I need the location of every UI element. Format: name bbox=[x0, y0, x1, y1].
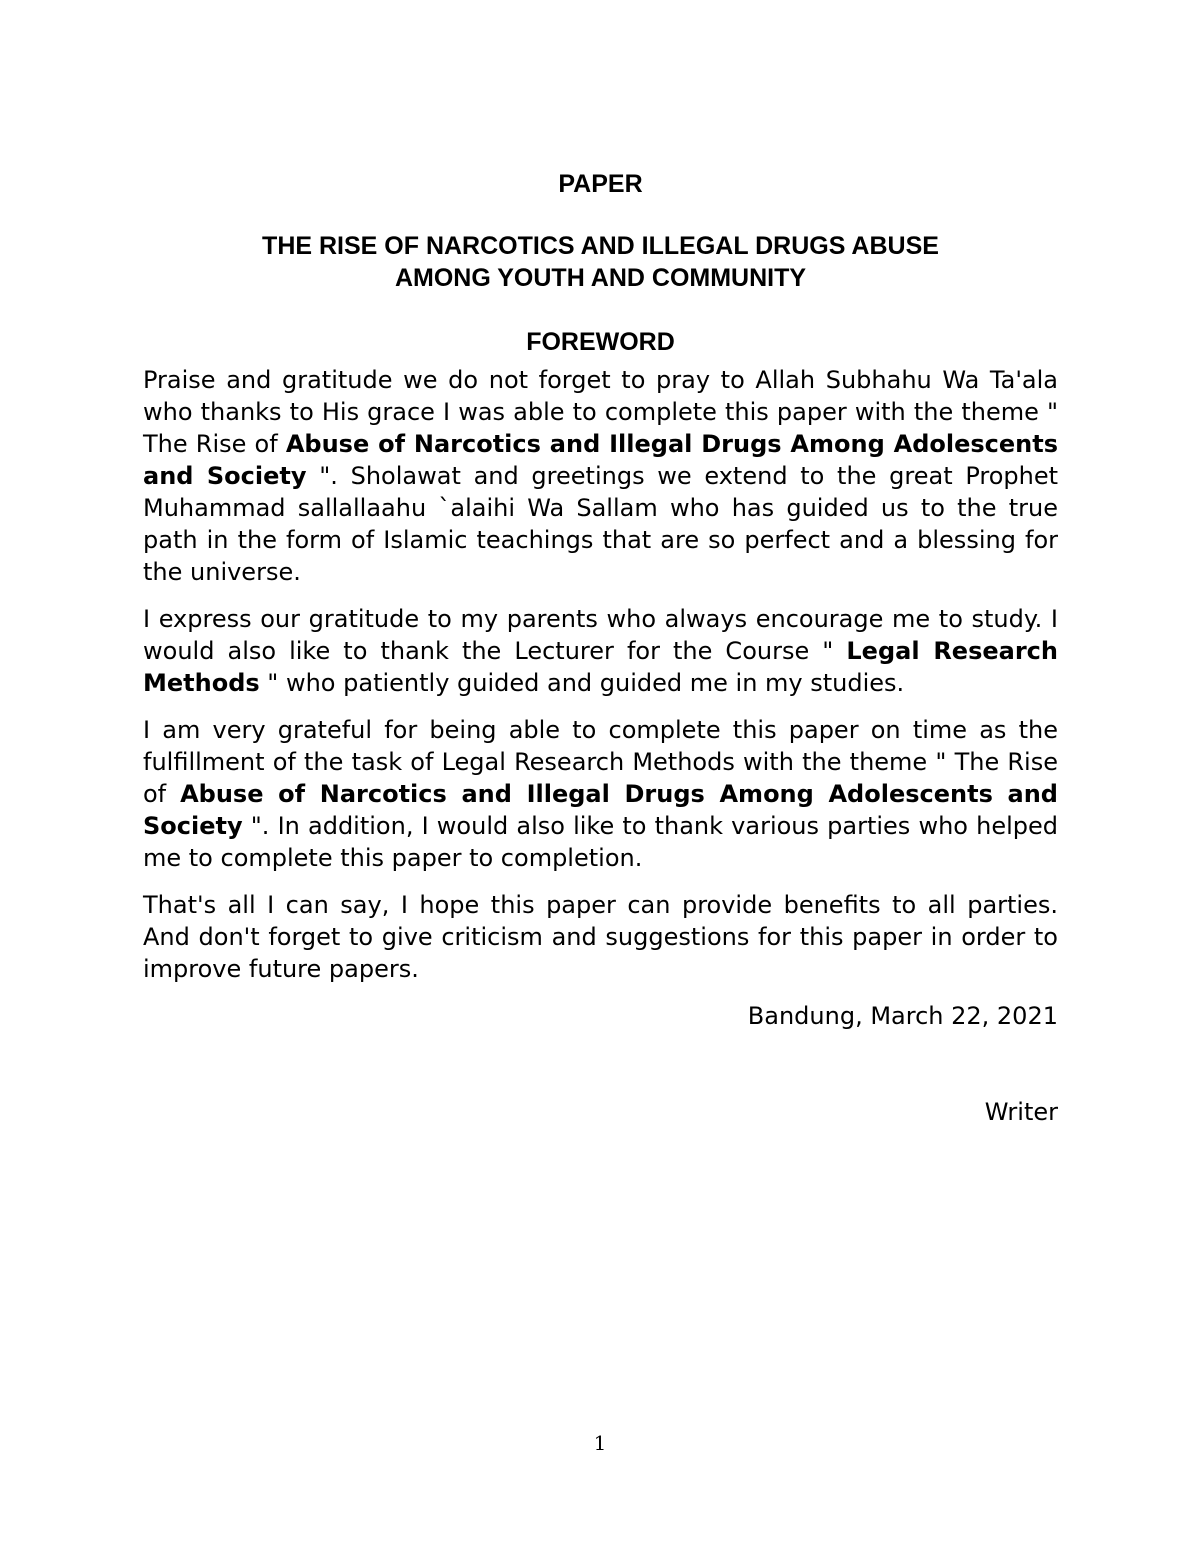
page-number: 1 bbox=[593, 1431, 607, 1455]
paragraph-4: That's all I can say, I hope this paper can provide benefits to all parties. And don't forget to give criticism and suggestions for this paper in order to improve future papers. bbox=[143, 891, 1058, 983]
paragraph-3-text-a: I am very grateful for being able to complete this paper on time as the fulfillment of the task of Legal Research Methods with the theme " The Rise of bbox=[143, 716, 1058, 808]
title-line-1: THE RISE OF NARCOTICS AND ILLEGAL DRUGS ABUSE bbox=[262, 232, 939, 260]
document-body bbox=[143, 168, 1058, 1128]
section-heading: FOREWORD bbox=[526, 328, 675, 356]
signature-label: Writer bbox=[984, 1098, 1058, 1126]
paragraph-1-text-a: Praise and gratitude we do not forget to pray to Allah Subhahu Wa Ta'ala who thanks to His grace I was able to complete this paper with the theme " The Rise of bbox=[143, 366, 1058, 458]
title-line-2: AMONG YOUTH AND COMMUNITY bbox=[394, 264, 807, 292]
paragraph-1-text-b: ". Sholawat and greetings we extend to the great Prophet Muhammad sallallaahu `alaihi Wa Sallam who has guided us to the true path in the form of Islamic teachings that are so perfect and a blessing for the universe. bbox=[143, 462, 1059, 586]
document-title bbox=[143, 230, 1058, 294]
paragraph-3-bold-theme: Abuse of Narcotics and Illegal Drugs Among Adolescents and Society bbox=[143, 780, 1058, 840]
paragraph-3-text-b: ". In addition, I would also like to thank various parties who helped me to complete this paper to completion. bbox=[143, 812, 1058, 872]
paragraph-2-text-b: " who patiently guided and guided me in my studies. bbox=[259, 669, 905, 697]
paragraph-2 bbox=[143, 603, 1058, 699]
paragraph-1-bold-theme: Abuse of Narcotics and Illegal Drugs Among Adolescents and Society bbox=[143, 430, 1058, 490]
document-label: PAPER bbox=[558, 170, 643, 198]
paragraph-2-text-a: I express our gratitude to my parents who always encourage me to study. I would also like to thank the Lecturer for the Course " bbox=[143, 605, 1058, 665]
paragraph-2-bold-course: Legal Research Methods bbox=[143, 637, 1058, 697]
paragraph-1 bbox=[143, 364, 1058, 588]
place-date: Bandung, March 22, 2021 bbox=[747, 1002, 1058, 1030]
paragraph-3 bbox=[143, 714, 1058, 874]
